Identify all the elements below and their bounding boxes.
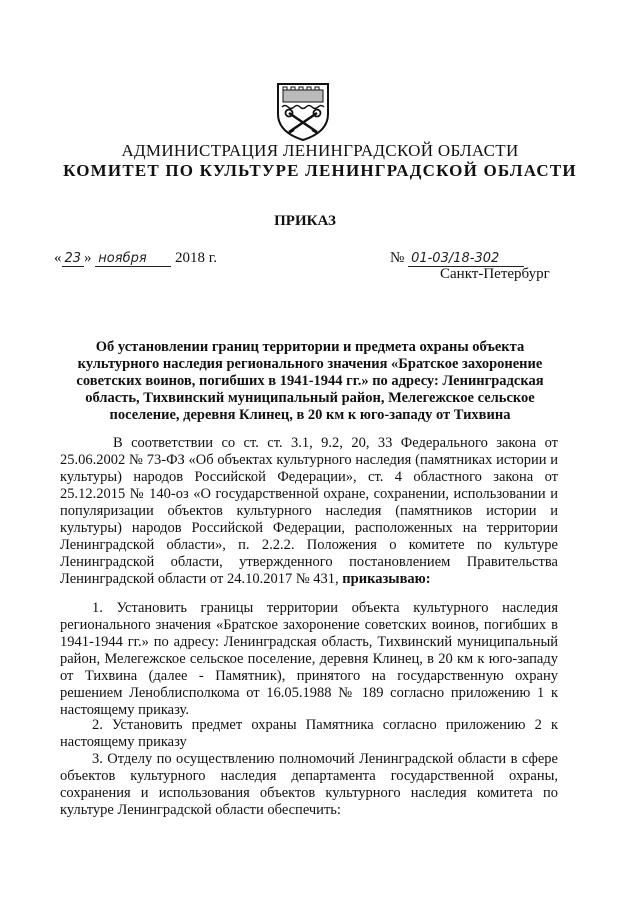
number-prefix: № xyxy=(390,250,405,266)
committee-heading: КОМИТЕТ ПО КУЛЬТУРЕ ЛЕНИНГРАДСКОЙ ОБЛАСТИ xyxy=(63,161,577,180)
order-verb: приказываю: xyxy=(342,571,431,587)
item-2-paragraph: 2. Установить предмет охраны Памятника согласно приложению 2 к настоящему приказу xyxy=(60,717,558,750)
date-open-quote: « xyxy=(54,250,62,266)
coat-of-arms-icon xyxy=(274,80,332,142)
date-close-quote: » xyxy=(84,250,92,266)
city-name: Санкт-Петербург xyxy=(440,266,550,282)
order-date xyxy=(54,250,217,267)
document-type-title: ПРИКАЗ xyxy=(274,213,336,229)
number-value: 01-03/18-302 xyxy=(408,251,524,267)
coat-of-arms-emblem xyxy=(274,80,332,142)
administration-heading: АДМИНИСТРАЦИЯ ЛЕНИНГРАДСКОЙ ОБЛАСТИ xyxy=(121,141,519,160)
preamble-paragraph xyxy=(60,435,558,588)
preamble-text: В соответствии со ст. ст. 3.1, 9.2, 20, 33 Федерального закона от 25.06.2002 № 73-ФЗ «Об объектах культурного наследия (памятниках истории и культуры) народов Российской Федерации», ст. 4 областного закона от 25.12.2015 № 140-оз «О государственной охране, сохранении, использовании и популяризации объектов культурного наследия (памятников истории и культуры) народов Российской Федерации, расположенных на территории Ленинградской области», п. 2.2.2. Положения о комитете по культуре Ленинградской области, утвержденного постановлением Правительства Ленинградской области от 24.10.2017 № 431, xyxy=(60,435,558,587)
date-year: 2018 г. xyxy=(175,250,218,266)
item-1-paragraph: 1. Установить границы территории объекта культурного наследия регионального значения «Братское захоронение советских воинов, погибших в 1941-1944 гг.» по адресу: Ленинградская область, Тихвинский муниципальный район, Мелегежское сельское поселение, деревня Клинец, в 20 км к юго-западу от Тихвина (далее - Памятник), принятого на государственную охрану решением Леноблисполкома от 16.05.1988 № 189 согласно приложению 1 к настоящему приказу. xyxy=(60,600,558,718)
order-subject: Об установлении границ территории и предмета охраны объекта культурного наследия регионального значения «Братское захоронение советских воинов, погибших в 1941-1944 гг.» по адресу: Ленинградская область, Тихвинский муниципальный район, Мелегежское сельское поселение, деревня Клинец, в 20 км к юго-западу от Тихвина xyxy=(76,339,544,423)
date-day: 23 xyxy=(62,251,85,267)
order-number xyxy=(390,250,524,267)
date-month: ноября xyxy=(95,251,171,267)
item-3-paragraph: 3. Отделу по осуществлению полномочий Ленинградской области в сфере объектов культурного наследия департамента государственной охраны, сохранения и использования объектов культурного наследия комитета по культуре Ленинградской области обеспечить: xyxy=(60,751,558,818)
